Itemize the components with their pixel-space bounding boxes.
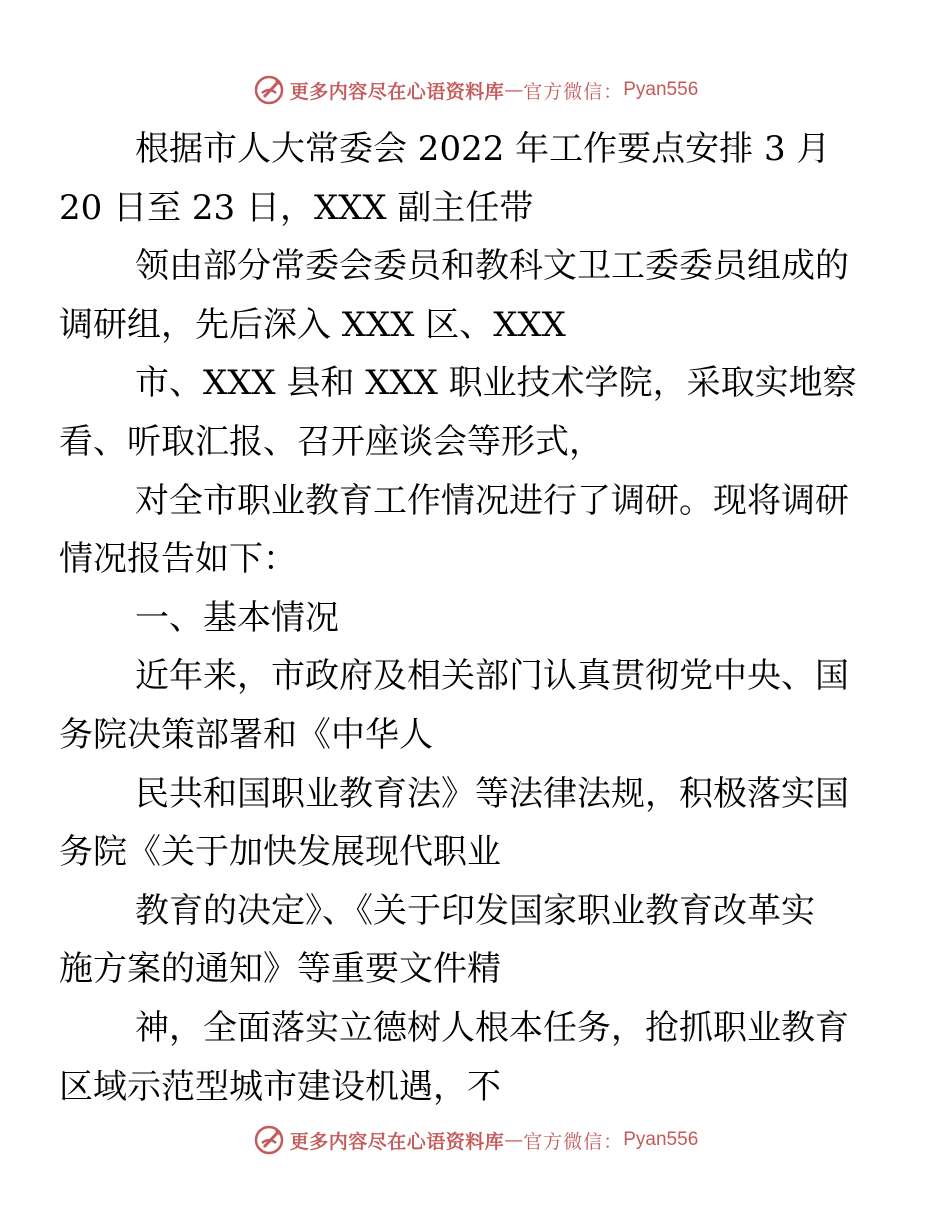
paragraph-line: 近年来，市政府及相关部门认真贯彻党中央、国 bbox=[135, 656, 849, 697]
header-banner bbox=[0, 70, 950, 110]
document-body bbox=[59, 120, 857, 1116]
book-pen-logo-icon bbox=[252, 73, 286, 107]
section-heading bbox=[97, 589, 857, 648]
banner-wechat-label: 官方微信： bbox=[523, 1130, 624, 1153]
paragraph-1 bbox=[59, 120, 857, 237]
banner-content bbox=[252, 1123, 699, 1157]
book-pen-logo-icon bbox=[252, 1123, 286, 1157]
paragraph-line: 务院《关于加快发展现代职业 bbox=[59, 832, 501, 873]
paragraph-line: 根据市人大常委会 2022 年工作要点安排 3 月 bbox=[135, 129, 831, 169]
paragraph-3 bbox=[59, 354, 857, 471]
paragraph-line: 施方案的通知》等重要文件精 bbox=[59, 949, 501, 990]
paragraph-8 bbox=[59, 999, 857, 1116]
banner-wechat-id: Pyan556 bbox=[623, 79, 699, 100]
paragraph-line: 对全市职业教育工作情况进行了调研。现将调研 bbox=[135, 480, 849, 521]
paragraph-line: 教育的决定》、《关于印发国家职业教育改革实 bbox=[135, 890, 815, 931]
paragraph-line: 领由部分常委会委员和教科文卫工委委员组成的 bbox=[135, 246, 849, 287]
paragraph-line: 调研组，先后深入 XXX 区、XXX bbox=[59, 304, 566, 345]
banner-text: 更多内容尽在心语资料库 bbox=[289, 1130, 505, 1153]
paragraph-line: 20 日至 23 日，XXX 副主任带 bbox=[59, 187, 534, 228]
banner-separator: — bbox=[504, 1129, 524, 1151]
paragraph-2 bbox=[59, 237, 857, 354]
paragraph-7 bbox=[59, 882, 857, 999]
paragraph-line: 区域示范型城市建设机遇，不 bbox=[59, 1066, 501, 1107]
paragraph-5 bbox=[59, 647, 857, 764]
banner-separator: — bbox=[504, 79, 524, 101]
paragraph-line: 情况报告如下： bbox=[59, 539, 297, 580]
heading-text: 一、基本情况 bbox=[135, 597, 339, 638]
paragraph-line: 市、XXX 县和 XXX 职业技术学院，采取实地察 bbox=[135, 363, 857, 404]
paragraph-line: 务院决策部署和《中华人 bbox=[59, 714, 433, 755]
footer-banner bbox=[0, 1120, 950, 1160]
banner-wechat-id: Pyan556 bbox=[623, 1129, 699, 1150]
paragraph-4 bbox=[59, 472, 857, 589]
banner-text: 更多内容尽在心语资料库 bbox=[289, 80, 505, 103]
banner-wechat-label: 官方微信： bbox=[523, 80, 624, 103]
paragraph-line: 看、听取汇报、召开座谈会等形式， bbox=[59, 421, 603, 462]
banner-content bbox=[252, 73, 699, 107]
paragraph-6 bbox=[59, 765, 857, 882]
paragraph-line: 民共和国职业教育法》等法律法规，积极落实国 bbox=[135, 773, 849, 814]
paragraph-line: 神，全面落实立德树人根本任务，抢抓职业教育 bbox=[135, 1007, 849, 1048]
